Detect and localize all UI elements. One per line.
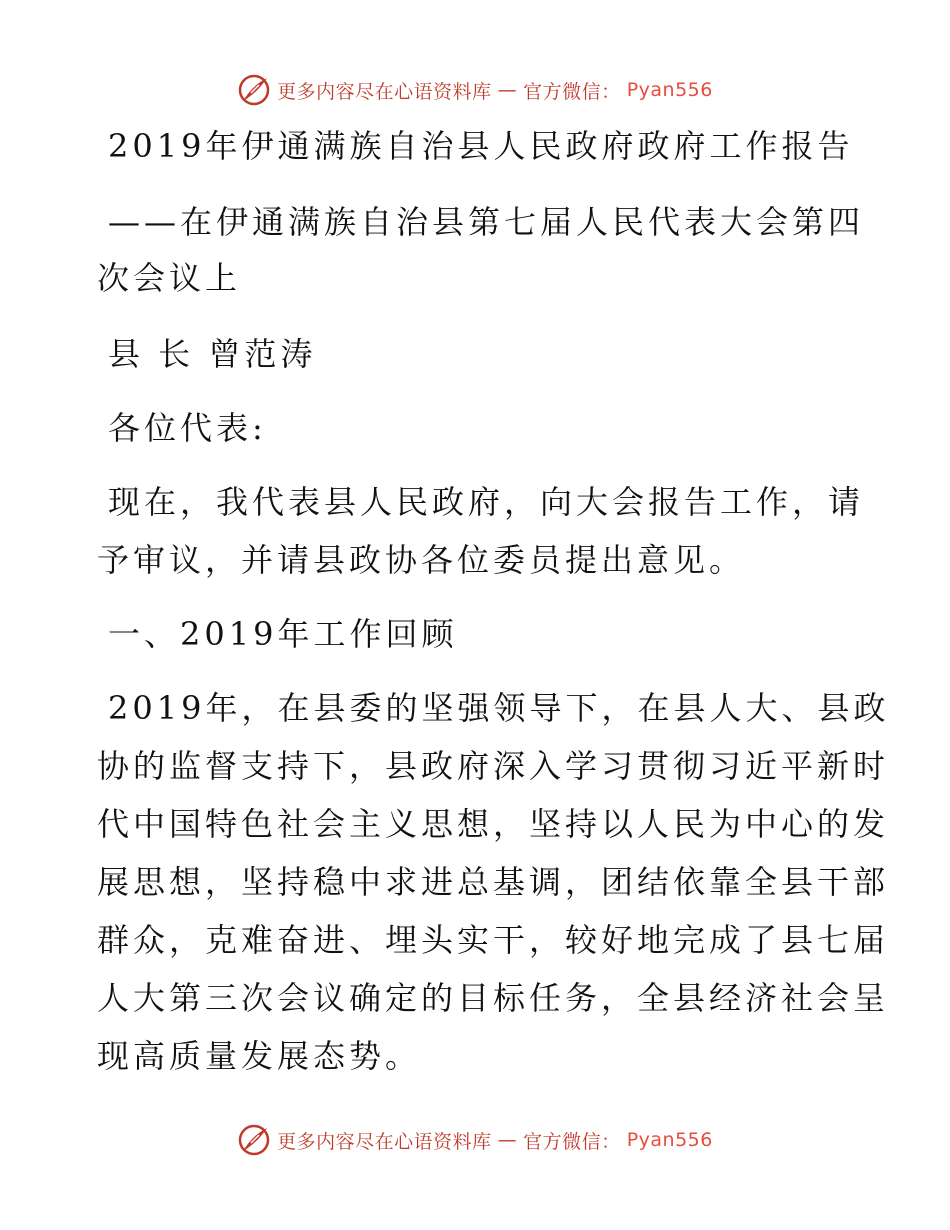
watermark-wechat-id: Pyan556 <box>626 79 713 101</box>
watermark-text: 更多内容尽在心语资料库 <box>277 1130 492 1153</box>
intro-line-1: 现在，我代表县人民政府，向大会报告工作，请 <box>108 483 865 521</box>
document-subtitle-line-1: ——在伊通满族自治县第七届人民代表大会第四 <box>108 203 865 241</box>
body-line: 2019年，在县委的坚强领导下，在县人大、县政 <box>108 689 890 727</box>
document-subtitle-line-2: 次会议上 <box>97 259 242 297</box>
speaker-line: 县 长 曾范涛 <box>108 335 317 373</box>
feather-logo-icon <box>237 73 271 107</box>
watermark-separator: — <box>497 1129 518 1151</box>
watermark-wechat-label: 官方微信： <box>523 1130 621 1153</box>
watermark-banner-top <box>0 70 950 110</box>
body-line: 群众，克难奋进、埋头实干，较好地完成了县七届 <box>97 921 890 959</box>
watermark-wechat-id: Pyan556 <box>626 1129 713 1151</box>
watermark-separator: — <box>497 79 518 101</box>
salutation: 各位代表: <box>108 409 267 447</box>
intro-line-2: 予审议，并请县政协各位委员提出意见。 <box>97 541 746 579</box>
watermark-text: 更多内容尽在心语资料库 <box>277 80 492 103</box>
body-line: 代中国特色社会主义思想，坚持以人民为中心的发 <box>97 805 890 843</box>
watermark-wechat-label: 官方微信： <box>523 80 621 103</box>
body-line: 现高质量发展态势。 <box>97 1037 422 1075</box>
watermark-banner-bottom <box>0 1120 950 1160</box>
section-heading: 一、2019年工作回顾 <box>108 615 458 653</box>
body-line: 协的监督支持下，县政府深入学习贯彻习近平新时 <box>97 747 890 785</box>
document-title: 2019年伊通满族自治县人民政府政府工作报告 <box>108 127 854 165</box>
body-line: 人大第三次会议确定的目标任务，全县经济社会呈 <box>97 979 890 1017</box>
body-line: 展思想，坚持稳中求进总基调，团结依靠全县干部 <box>97 863 890 901</box>
feather-logo-icon <box>237 1123 271 1157</box>
